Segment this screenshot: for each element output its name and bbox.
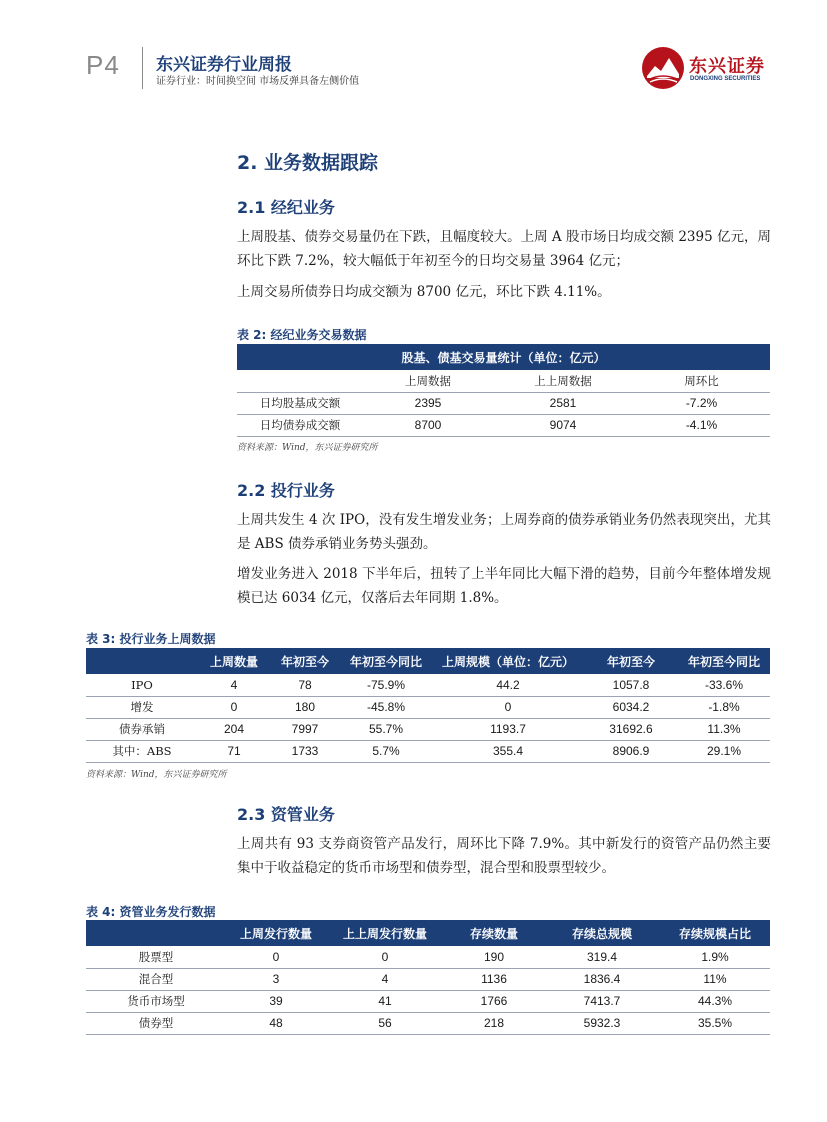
- table-cell: 355.4: [432, 740, 584, 762]
- column-header: 上上周数据: [493, 370, 633, 392]
- column-header: [86, 648, 198, 674]
- table-row: [86, 968, 770, 990]
- table-cell: -33.6%: [678, 674, 770, 696]
- logo-emblem-icon: [641, 46, 685, 90]
- column-header: 存续规模占比: [660, 920, 770, 946]
- company-logo: [641, 46, 771, 90]
- row-label: IPO: [86, 674, 198, 696]
- ib-heading: 2.2 投行业务: [237, 481, 335, 500]
- table-cell: 2395: [363, 392, 493, 414]
- logo-text-cn: 东兴证券: [689, 56, 765, 77]
- ib-para-2: 增发业务进入 2018 下半年后，扭转了上半年同比大幅下滑的趋势，目前今年整体增发规模已达 6034 亿元，仅落后去年同期 1.8%。: [237, 566, 771, 606]
- brokerage-table: [237, 344, 770, 437]
- column-header: 上周数据: [363, 370, 493, 392]
- row-label: 债券型: [86, 1012, 226, 1034]
- table-row: [86, 946, 770, 968]
- table-cell: 31692.6: [584, 718, 678, 740]
- table-cell: -4.1%: [633, 414, 770, 436]
- table-cell: 319.4: [544, 946, 660, 968]
- table-cell: 0: [326, 946, 444, 968]
- table-cell: 204: [198, 718, 270, 740]
- table-cell: 4: [326, 968, 444, 990]
- table-cell: 0: [432, 696, 584, 718]
- brokerage-table-header: 股基、债基交易量统计（单位：亿元）: [237, 344, 770, 370]
- report-subtitle: 证券行业：时间换空间 市场反弹具备左侧价值: [156, 76, 360, 87]
- ib-para-1: 上周共发生 4 次 IPO，没有发生增发业务；上周券商的债券承销业务仍然表现突出，尤其是 ABS 债券承销业务势头强劲。: [237, 512, 771, 552]
- column-header: 上周发行数量: [226, 920, 326, 946]
- brokerage-para-2: 上周交易所债券日均成交额为 8700 亿元，环比下跌 4.11%。: [237, 284, 611, 300]
- table-cell: 4: [198, 674, 270, 696]
- table-cell: 190: [444, 946, 544, 968]
- table-cell: 2581: [493, 392, 633, 414]
- am-table: [86, 920, 770, 1035]
- row-label: 货币市场型: [86, 990, 226, 1012]
- table-cell: 3: [226, 968, 326, 990]
- table-cell: 41: [326, 990, 444, 1012]
- table-cell: 11%: [660, 968, 770, 990]
- table-cell: -1.8%: [678, 696, 770, 718]
- table-cell: 35.5%: [660, 1012, 770, 1034]
- am-para-1: 上周共有 93 支券商资管产品发行，周环比下降 7.9%。其中新发行的资管产品仍然主要集中于收益稳定的货币市场型和债券型，混合型和股票型较少。: [237, 836, 771, 876]
- table-cell: 44.3%: [660, 990, 770, 1012]
- table-cell: 0: [198, 696, 270, 718]
- column-header: 年初至今同比: [340, 648, 432, 674]
- table-row: [86, 674, 770, 696]
- row-label: 日均债券成交额: [237, 414, 363, 436]
- table-row: [237, 392, 770, 414]
- column-header: 年初至今: [584, 648, 678, 674]
- table-cell: 71: [198, 740, 270, 762]
- table-cell: -75.9%: [340, 674, 432, 696]
- table-cell: 1193.7: [432, 718, 584, 740]
- table-cell: 0: [226, 946, 326, 968]
- table-cell: 1836.4: [544, 968, 660, 990]
- table-2-caption: 表 2: 经纪业务交易数据: [237, 328, 367, 342]
- table-cell: -7.2%: [633, 392, 770, 414]
- table-cell: 6034.2: [584, 696, 678, 718]
- row-label: 债券承销: [86, 718, 198, 740]
- logo-text-en: DONGXING SECURITIES: [690, 76, 761, 82]
- row-label: 其中：ABS: [86, 740, 198, 762]
- table-cell: 29.1%: [678, 740, 770, 762]
- row-label: 股票型: [86, 946, 226, 968]
- table-cell: 44.2: [432, 674, 584, 696]
- row-label: 日均股基成交额: [237, 392, 363, 414]
- table-cell: 7413.7: [544, 990, 660, 1012]
- table-cell: 1733: [270, 740, 340, 762]
- header-divider: [142, 47, 143, 89]
- table-cell: 11.3%: [678, 718, 770, 740]
- section-title: 2. 业务数据跟踪: [237, 152, 379, 174]
- table-cell: [237, 370, 363, 392]
- table-cell: 9074: [493, 414, 633, 436]
- column-header: 存续总规模: [544, 920, 660, 946]
- table-cell: 8906.9: [584, 740, 678, 762]
- column-header: 上周数量: [198, 648, 270, 674]
- table-cell: -45.8%: [340, 696, 432, 718]
- table-3-source: 资料来源：Wind，东兴证券研究所: [86, 770, 227, 780]
- table-cell: 218: [444, 1012, 544, 1034]
- table-row: [237, 414, 770, 436]
- ib-table: [86, 648, 770, 763]
- row-label: 增发: [86, 696, 198, 718]
- table-3-caption: 表 3: 投行业务上周数据: [86, 632, 216, 646]
- table-2-source: 资料来源：Wind，东兴证券研究所: [237, 443, 378, 453]
- column-header: 上上周发行数量: [326, 920, 444, 946]
- row-label: 混合型: [86, 968, 226, 990]
- am-heading: 2.3 资管业务: [237, 805, 335, 824]
- report-title: 东兴证券行业周报: [156, 55, 292, 75]
- table-row: [86, 1012, 770, 1034]
- column-header: 上周规模（单位：亿元）: [432, 648, 584, 674]
- column-header: 存续数量: [444, 920, 544, 946]
- table-cell: 5.7%: [340, 740, 432, 762]
- column-header: 年初至今: [270, 648, 340, 674]
- table-cell: 55.7%: [340, 718, 432, 740]
- table-cell: 39: [226, 990, 326, 1012]
- table-cell: 1136: [444, 968, 544, 990]
- table-row: [86, 718, 770, 740]
- column-header: 年初至今同比: [678, 648, 770, 674]
- page-number: P4: [86, 50, 120, 80]
- column-header: 周环比: [633, 370, 770, 392]
- column-header: [86, 920, 226, 946]
- table-cell: 1.9%: [660, 946, 770, 968]
- brokerage-para-1: 上周股基、债券交易量仍在下跌，且幅度较大。上周 A 股市场日均成交额 2395 亿元，周环比下跌 7.2%，较大幅低于年初至今的日均交易量 3964 亿元；: [237, 229, 771, 269]
- table-cell: 56: [326, 1012, 444, 1034]
- table-cell: 78: [270, 674, 340, 696]
- table-cell: 180: [270, 696, 340, 718]
- table-cell: 8700: [363, 414, 493, 436]
- table-cell: 5932.3: [544, 1012, 660, 1034]
- table-4-caption: 表 4: 资管业务发行数据: [86, 905, 216, 919]
- table-cell: 48: [226, 1012, 326, 1034]
- table-row: [86, 740, 770, 762]
- brokerage-heading: 2.1 经纪业务: [237, 198, 335, 217]
- table-cell: 1766: [444, 990, 544, 1012]
- table-row: [86, 990, 770, 1012]
- table-cell: 7997: [270, 718, 340, 740]
- table-row: [86, 696, 770, 718]
- table-cell: 1057.8: [584, 674, 678, 696]
